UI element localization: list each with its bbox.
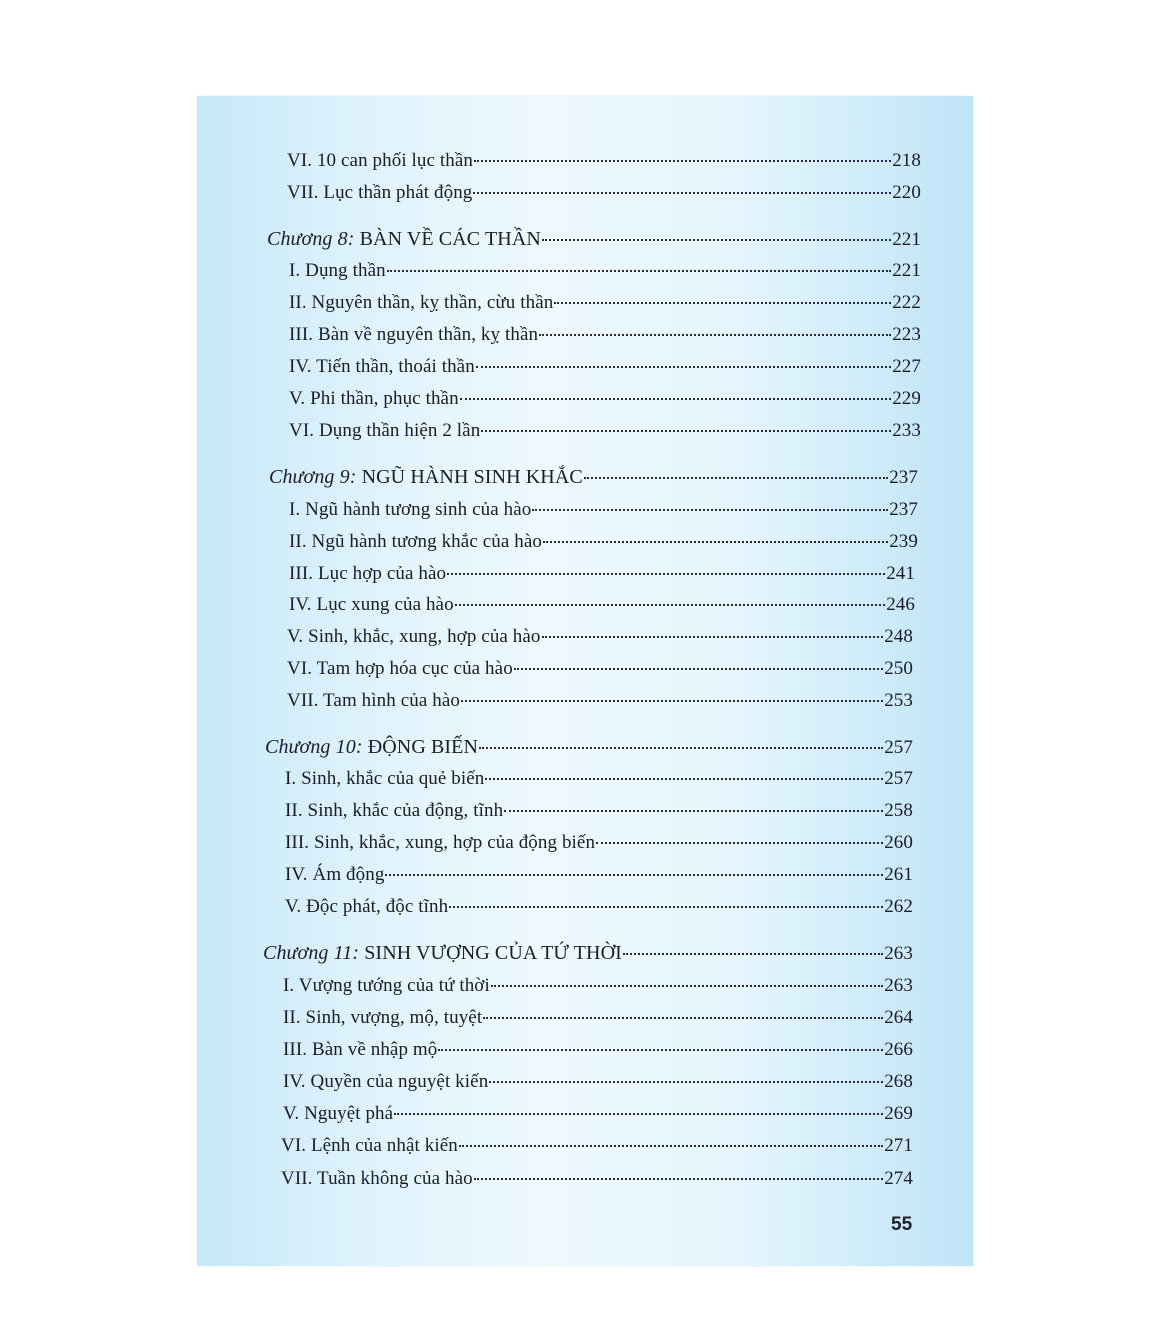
entry-page-number: 266 (884, 1039, 913, 1060)
dot-leader (485, 777, 883, 780)
entry-page-number: 246 (886, 594, 915, 615)
toc-section-entry (289, 324, 921, 354)
entry-title (287, 182, 472, 204)
entry-title (283, 1039, 437, 1061)
toc-chapter-entry (269, 466, 918, 496)
entry-label: VI. Tam hợp hóa cục của hào (287, 658, 513, 679)
toc-section-entry (285, 896, 913, 926)
entry-title (283, 1007, 482, 1029)
entry-label: VI. 10 can phối lục thần (287, 150, 474, 171)
entry-page-number: 257 (884, 768, 913, 789)
entry-title (289, 260, 386, 282)
entry-page-number: 261 (884, 864, 913, 885)
toc-section-entry (289, 356, 921, 386)
dot-leader (447, 572, 885, 575)
entry-page-number: 237 (889, 499, 918, 520)
entry-label: ĐỘNG BIẾN (362, 736, 479, 758)
dot-leader (514, 667, 883, 670)
entry-label: IV. Quyền của nguyệt kiến (283, 1071, 489, 1092)
dot-leader (543, 540, 888, 543)
book-page (197, 96, 973, 1266)
entry-label: SINH VƯỢNG CỦA TỨ THỜI (359, 942, 622, 964)
entry-label: I. Sinh, khắc của quẻ biến (285, 768, 485, 789)
entry-title (289, 499, 531, 521)
entry-label: I. Dụng thần (289, 260, 386, 281)
dot-leader (623, 952, 883, 955)
entry-label: IV. Lục xung của hào (289, 594, 454, 615)
dot-leader (449, 905, 883, 908)
dot-leader (394, 1112, 883, 1115)
entry-page-number: 221 (892, 260, 921, 281)
dot-leader (554, 301, 891, 304)
entry-title (265, 736, 478, 759)
entry-title (285, 896, 448, 918)
entry-label: BÀN VỀ CÁC THẦN (354, 228, 541, 250)
entry-page-number: 271 (884, 1135, 913, 1156)
entry-title (287, 626, 541, 648)
toc-section-entry (287, 626, 913, 656)
entry-label: NGŨ HÀNH SINH KHẮC (356, 466, 583, 488)
toc-section-entry (285, 864, 913, 894)
entry-title (281, 1135, 458, 1157)
entry-title (289, 563, 446, 585)
toc-section-entry (289, 260, 921, 290)
toc-section-entry (285, 800, 913, 830)
toc-section-entry (283, 1103, 913, 1133)
entry-page-number: 274 (884, 1168, 913, 1189)
entry-label: VII. Tam hình của hào (287, 690, 460, 711)
dot-leader (483, 1016, 883, 1019)
entry-label: III. Bàn về nguyên thần, kỵ thần (289, 324, 539, 345)
toc-section-entry (289, 499, 918, 529)
entry-page-number: 239 (889, 531, 918, 552)
entry-title (263, 942, 622, 965)
chapter-prefix: Chương 8: (267, 228, 355, 250)
entry-page-number: 269 (884, 1103, 913, 1124)
entry-page-number: 227 (892, 356, 921, 377)
entry-label: I. Vượng tướng của tứ thời (283, 975, 490, 996)
toc-section-entry (289, 420, 921, 450)
entry-label: V. Độc phát, độc tĩnh (285, 896, 449, 917)
entry-label: V. Phi thần, phục thần (289, 388, 459, 409)
entry-page-number: 223 (892, 324, 921, 345)
entry-title (283, 1071, 488, 1093)
entry-page-number: 263 (884, 943, 913, 964)
entry-title (289, 388, 459, 410)
toc-section-entry (287, 690, 913, 720)
entry-label: VI. Lệnh của nhật kiến (281, 1135, 458, 1156)
dot-leader (459, 1144, 883, 1147)
toc-chapter-entry (263, 942, 913, 972)
dot-leader (474, 159, 891, 162)
entry-page-number: 253 (884, 690, 913, 711)
entry-title (269, 466, 583, 489)
entry-label: V. Sinh, khắc, xung, hợp của hào (287, 626, 541, 647)
entry-title (289, 292, 553, 314)
entry-page-number: 264 (884, 1007, 913, 1028)
entry-title (285, 864, 384, 886)
dot-leader (504, 809, 883, 812)
toc-section-entry (289, 292, 921, 322)
entry-title (289, 531, 542, 553)
toc-section-entry (281, 1135, 913, 1165)
dot-leader (596, 841, 883, 844)
entry-page-number: 229 (892, 388, 921, 409)
entry-page-number: 220 (892, 182, 921, 203)
entry-label: IV. Ám động (285, 864, 385, 885)
dot-leader (476, 365, 891, 368)
chapter-prefix: Chương 9: (269, 466, 357, 488)
entry-label: V. Nguyệt phá (283, 1103, 394, 1124)
dot-leader (542, 635, 884, 638)
toc-section-entry (287, 182, 921, 212)
toc-section-entry (281, 1168, 913, 1198)
entry-label: VI. Dụng thần hiện 2 lần (289, 420, 481, 441)
dot-leader (491, 984, 883, 987)
entry-page-number: 257 (884, 737, 913, 758)
toc-section-entry (287, 658, 913, 688)
entry-label: IV. Tiến thần, thoái thần (289, 356, 475, 377)
dot-leader (385, 873, 883, 876)
toc-section-entry (289, 594, 915, 624)
entry-title (285, 800, 503, 822)
entry-label: VII. Tuần không của hào (281, 1168, 473, 1189)
toc-section-entry (289, 388, 921, 418)
entry-page-number: 221 (892, 229, 921, 250)
entry-label: VII. Lục thần phát động (287, 182, 473, 203)
chapter-prefix: Chương 11: (263, 942, 360, 964)
entry-page-number: 268 (884, 1071, 913, 1092)
entry-title (289, 324, 538, 346)
entry-page-number: 260 (884, 832, 913, 853)
entry-title (289, 594, 454, 616)
entry-page-number: 222 (892, 292, 921, 313)
entry-title (287, 150, 473, 172)
toc-section-entry (283, 1039, 913, 1069)
toc-section-entry (289, 531, 918, 561)
table-of-contents (197, 96, 973, 1266)
toc-section-entry (285, 768, 913, 798)
entry-label: I. Ngũ hành tương sinh của hào (289, 499, 532, 520)
dot-leader (539, 333, 891, 336)
entry-title (289, 356, 475, 378)
dot-leader (387, 269, 891, 272)
dot-leader (481, 429, 891, 432)
entry-title (283, 1103, 393, 1125)
entry-label: II. Sinh, khắc của động, tĩnh (285, 800, 504, 821)
entry-title (267, 228, 541, 251)
entry-page-number: 241 (886, 563, 915, 584)
entry-label: II. Nguyên thần, kỵ thần, cừu thần (289, 292, 554, 313)
dot-leader (532, 508, 888, 511)
dot-leader (489, 1080, 883, 1083)
entry-page-number: 248 (884, 626, 913, 647)
entry-label: II. Ngũ hành tương khắc của hào (289, 531, 542, 552)
entry-title (287, 690, 460, 712)
dot-leader (474, 1177, 883, 1180)
chapter-prefix: Chương 10: (265, 736, 363, 758)
entry-page-number: 218 (892, 150, 921, 171)
entry-label: III. Lục hợp của hào (289, 563, 447, 584)
toc-section-entry (283, 975, 913, 1005)
entry-title (285, 832, 595, 854)
entry-page-number: 233 (892, 420, 921, 441)
entry-label: III. Bàn về nhập mộ (283, 1039, 438, 1060)
dot-leader (584, 476, 888, 479)
toc-section-entry (289, 563, 915, 593)
dot-leader (461, 699, 883, 702)
entry-page-number: 237 (889, 467, 918, 488)
entry-title (289, 420, 480, 442)
entry-label: II. Sinh, vượng, mộ, tuyệt (283, 1007, 483, 1028)
toc-section-entry (287, 150, 921, 180)
dot-leader (455, 603, 886, 606)
dot-leader (460, 397, 892, 400)
entry-title (283, 975, 490, 997)
toc-chapter-entry (265, 736, 913, 766)
entry-page-number: 262 (884, 896, 913, 917)
dot-leader (473, 191, 891, 194)
entry-page-number: 263 (884, 975, 913, 996)
entry-label: III. Sinh, khắc, xung, hợp của động biến (285, 832, 596, 853)
dot-leader (542, 238, 891, 241)
toc-section-entry (283, 1071, 913, 1101)
page-number: 55 (891, 1214, 913, 1235)
entry-page-number: 258 (884, 800, 913, 821)
toc-section-entry (285, 832, 913, 862)
entry-page-number: 250 (884, 658, 913, 679)
toc-chapter-entry (267, 228, 921, 258)
dot-leader (438, 1048, 883, 1051)
toc-section-entry (283, 1007, 913, 1037)
entry-title (287, 658, 513, 680)
dot-leader (479, 746, 883, 749)
entry-title (285, 768, 484, 790)
entry-title (281, 1168, 473, 1190)
